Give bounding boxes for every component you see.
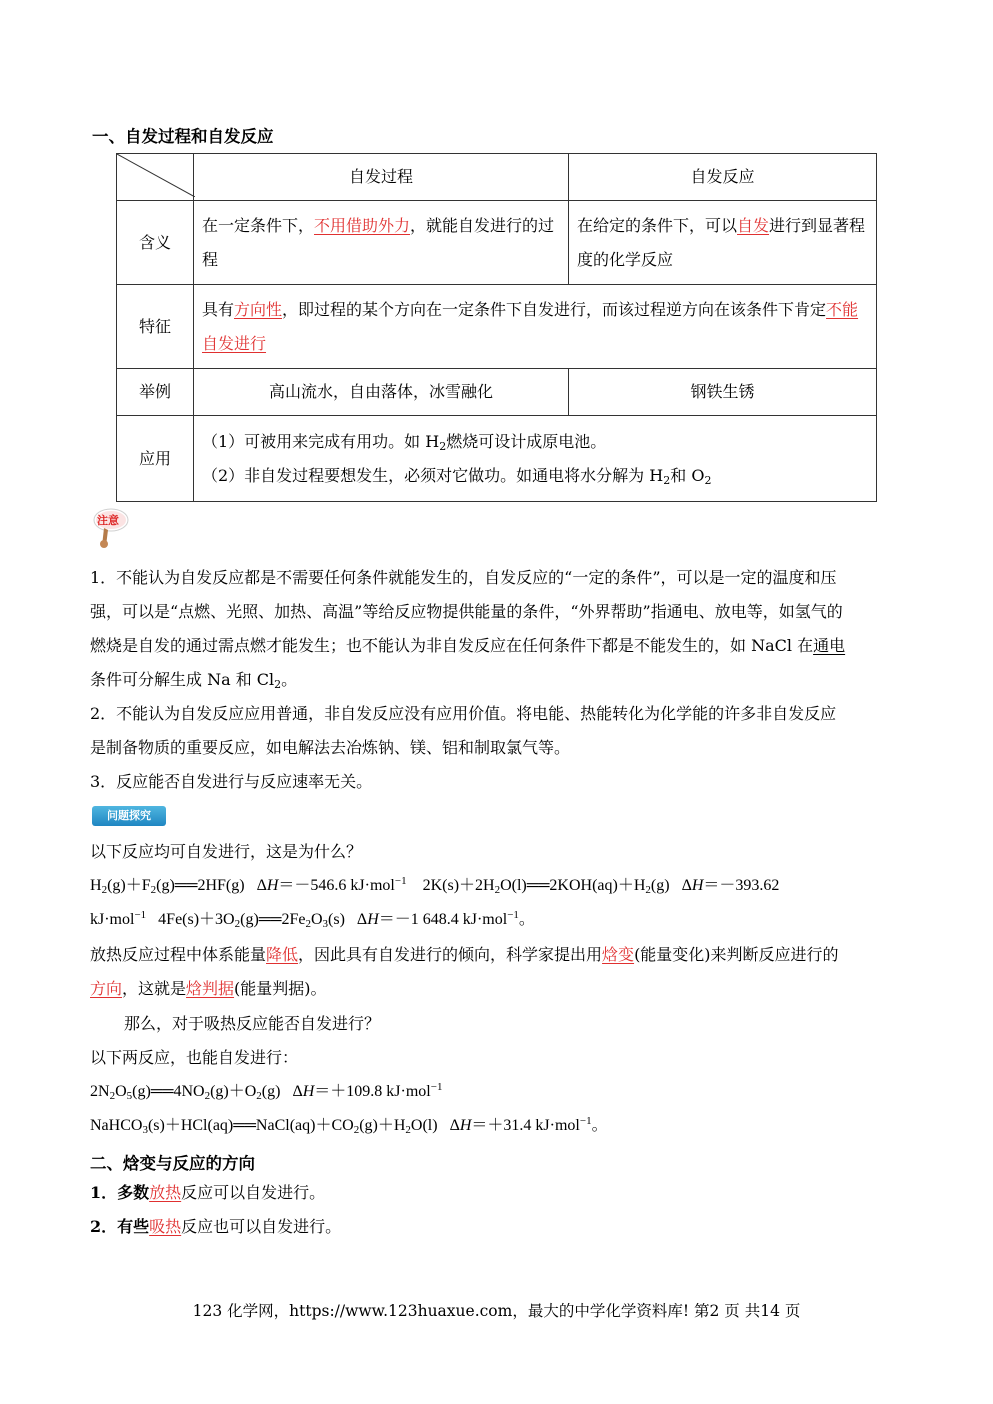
equation-line-4: $NaHCO_3(s)+HCl(aq)══NaCl(aq)+CO_2(g)+H_2O(l)$ ΔH＝＋31.4 kJ·mol$^{-1}$。	[90, 1115, 608, 1136]
page-footer: 123 化学网，https://www.123huaxue.com，最大的中学化学资料库! 第2 页 共14 页	[192, 1302, 801, 1320]
key-term: 焓变	[602, 945, 635, 964]
diagonal-line-icon	[117, 154, 195, 197]
meaning-reaction-cell: 在给定的条件下，可以自发进行到显著程度的化学反应	[569, 201, 877, 285]
col-header-process: 自发过程	[194, 154, 569, 201]
key-term: 自发	[737, 215, 770, 235]
example-process-cell: 高山流水，自由落体，冰雪融化	[194, 369, 569, 416]
row-label-example: 举例	[117, 369, 194, 416]
key-term: 焓判据	[186, 979, 235, 998]
key-term: 方向性	[234, 299, 283, 319]
row-label-application: 应用	[117, 416, 194, 502]
col-header-reaction: 自发反应	[569, 154, 877, 201]
table-corner-cell	[117, 154, 194, 201]
row-label-meaning: 含义	[117, 201, 194, 285]
feature-cell: 具有方向性，即过程的某个方向在一定条件下自发进行，而该过程逆方向在该条件下肯定不能自发进行	[194, 285, 877, 369]
key-term: 放热	[149, 1183, 182, 1202]
meaning-process-cell: 在一定条件下，不用借助外力，就能自发进行的过程	[194, 201, 569, 285]
equation-line-3: $2N_2O_5(g)══4NO_2(g)+O_2(g)$ ΔH＝＋109.8 kJ·mol$^{-1}$	[90, 1081, 443, 1102]
key-term: 降低	[266, 945, 299, 964]
explore-badge: 问题探究	[92, 806, 166, 826]
endothermic-question: 那么，对于吸热反应能否自发进行？	[124, 1014, 381, 1033]
equation-line-1: $H_2(g)+F_2(g)══2HF(g)$ ΔH＝－546.6 kJ·mol$^{-1}$ $2K(s)+2H_2O(l)══2KOH(aq)+H_2(g)$ ΔH＝－393.62	[90, 875, 780, 896]
note-badge: 注意	[92, 506, 130, 550]
application-cell: （1）可被用来完成有用功。如 $H_2$燃烧可设计成原电池。 （2）非自发过程要想发生，必须对它做功。如通电将水分解为 $H_2$和 $O_2$	[194, 416, 877, 502]
explore-question: 以下反应均可自发进行，这是为什么？	[90, 842, 363, 861]
row-label-feature: 特征	[117, 285, 194, 369]
document-page: 一、自发过程和自发反应 自发过程 自发反应 含义 在一定条件下，不用借助外力，就能自发进行的过程 在给定的条件下，可以自发进行到显著程度的化学反应 特征 具有方向性，即过程的某个方向在一定条件下自发进行，而该过程逆方向在该条件下肯定不能自发进行 举例 高山流水，自由落体，冰雪融化 钢铁生锈 应用 （1）可被用来完成有用功。如 $H_2$燃烧可设计成原电池。 （2）非自发过程要想发生，必须对它做功。如通电将水分解为 $H_2$和 $O_2$ 注意 1．不能认为自发反应都是不需要任何条件就能发生的，自发反应的“一定的条件”，可以是一定的温度和压 强，可以是“点燃、光照、加热、高温”等给反应物提供能量的条件，“外界帮助”指通电、放电等，如氢气的 燃烧是自发的通过需点燃才能发生；也不能认为非自发反应在任何条件下都是不能发生的，如 NaCl 在通电 条件可分解生成 Na 和 $Cl_2$。 2．不能认为自发反应应用普通，非自发反应没有应用价值。将电能、热能转化为化学能的许多非自发反应 是制备物质的重要反应，如电解法去冶炼钠、镁、铝和制取氯气等。 3．反应能否自发进行与反应速率无关。 问题探究 以下反应均可自发进行，这是为什么？ $H_2(g)+F_2(g)══2HF(g)$ ΔH＝－546.6 kJ·mol$^{-1}$ $2K(s)+2H_2O(l)══2KOH(aq)+H_2(g)$ ΔH＝－393.62 kJ·mol$^{-1}$ $4Fe(s)+3O_2(g)══2Fe_2O_3(s)$ ΔH＝－1 648.4 kJ·mol$^{-1}$。 放热反应过程中体系能量降低，因此具有自发进行的倾向，科学家提出用焓变(能量变化)来判断反应进行的 方向，这就是焓判据(能量判据)。 那么，对于吸热反应能否自发进行？ 以下两反应，也能自发进行： $2N_2O_5(g)══4NO_2(g)+O_2(g)$ ΔH＝＋109.8 kJ·mol$^{-1}$ $NaHCO_3(s)+HCl(aq)══NaCl(aq)+CO_2(g)+H_2O(l)$ ΔH＝＋31.4 kJ·mol$^{-1}$。 二、焓变与反应的方向 1．多数放热反应可以自发进行。 2．有些吸热反应也可以自发进行。 123 化学网，https://www.123huaxue.com，最大的中学化学资料库! 第2 页 共14 页	[0, 0, 993, 1404]
key-term: 不能自发进行	[202, 299, 859, 353]
key-term: 方向	[90, 979, 123, 998]
example-reaction-cell: 钢铁生锈	[569, 369, 877, 416]
comparison-table	[116, 153, 877, 502]
section1-title: 一、自发过程和自发反应	[92, 127, 274, 146]
key-term: 吸热	[149, 1217, 182, 1236]
section2-title: 二、焓变与反应的方向	[90, 1154, 255, 1173]
equation-line-2: kJ·mol$^{-1}$ $4Fe(s)+3O_2(g)══2Fe_2O_3(s)$ ΔH＝－1 648.4 kJ·mol$^{-1}$。	[90, 909, 535, 930]
key-term: 不用借助外力	[314, 215, 411, 235]
key-term: 通电	[813, 636, 846, 655]
